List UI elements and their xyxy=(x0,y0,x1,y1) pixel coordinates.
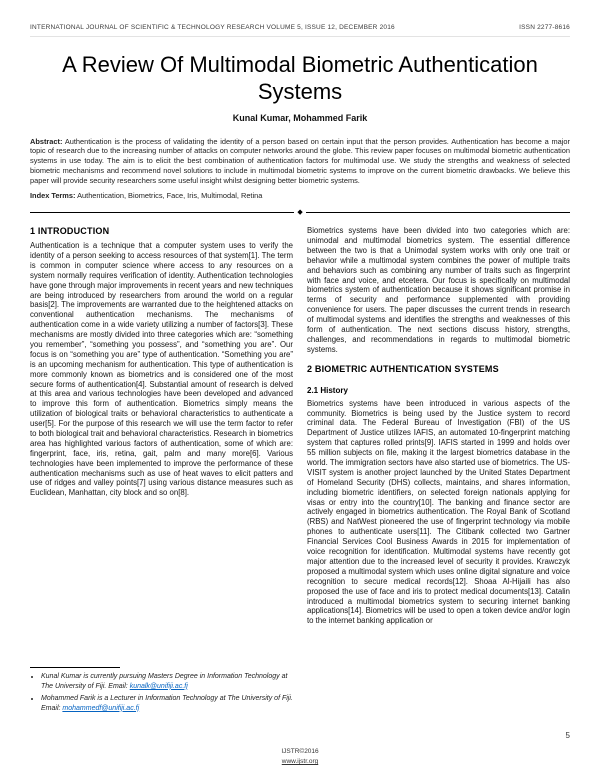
section-separator xyxy=(30,209,570,216)
separator-line-right xyxy=(306,212,570,213)
footnote-item xyxy=(41,694,293,713)
footnote-rule xyxy=(30,667,120,668)
footnote-item xyxy=(41,672,293,691)
page-header xyxy=(30,24,570,37)
overview-paragraph: Biometrics systems have been divided into two categories which are: unimodal and multimodal biometrics system. The essential difference between the two is that a Unimodal system works with only one trait or behavior while a multimodal system combines the power of multiple traits and behaviors such as combining any number of traits such as fingerprint with face and voice, and etcetera. Our focus is specifically on multimodal biometrics system of authentication because it shows significant promise in terms of security and performance supplemented with providing convenience for users. The paper discusses the current trends in research of multimodal systems and identifies the strengths and weaknesses of this form of authentication. The next sections discuss history, strengths, challenges, and recommendations in regards to multimodal biometric systems. xyxy=(307,226,570,354)
two-column-body xyxy=(30,226,570,716)
journal-name: INTERNATIONAL JOURNAL OF SCIENTIFIC & TECHNOLOGY RESEARCH VOLUME 5, ISSUE 12, DECEMBER 2016 xyxy=(30,24,395,31)
author-email-link[interactable]: mohammedf@unifiji.ac.fj xyxy=(62,704,140,712)
introduction-body: Authentication is a technique that a computer system uses to verify the identity of a person seeking to access resources of that system[1]. The term is common in computer science where access to any resources on a system normally requires verification of identity. Authentication technologies have gone through major improvements in recent years and new techniques are being introduced by researchers from around the world on a regular basis[2]. The improvements are warranted due to the heightened attacks on conventional authentication mechanisms. The mechanisms of authentication come in a wide variety utilizing a number of factors[3]. These mechanisms are mostly divided into three categories which are: “something you remember”, “something you possess”, and “something you are”. Our focus is on “something you are” type of authentication. “Something you are” is an upcoming mechanism for authentication. This type of authentication is more commonly known as biometrics and is considered one of the most secure forms of authentication[4]. Substantial amount of research is delved at this area and various technologies have been developed and advanced to improve this form of authentication. Biometrics simply means the utilization of biological traits or behavioral characteristics to authenticate a user[5]. For the purpose of this research we will use the term factor to refer to both biological trait and behavioral characteristics. Research in biometrics area has highlighted various factors of authentication, some of which are: fingerprint, face, iris, retina, gait, palm and many more[6]. Various technologies have been implemented to improve the performance of these authentication mechanisms such as use of heat waves to elicit patters and use of ridges and valley points[7] using various distance measures such as Euclidean, Manhattan, city block and so on[8]. xyxy=(30,241,293,498)
journal-imprint: IJSTR©2016 xyxy=(281,747,319,755)
left-column xyxy=(30,226,293,716)
footnote-block xyxy=(30,662,293,716)
author-footnotes xyxy=(30,672,293,713)
subsection-heading-history: 2.1 History xyxy=(307,385,348,395)
issn-number: ISSN 2277-8616 xyxy=(519,24,570,31)
right-column xyxy=(307,226,570,716)
author-names: Kunal Kumar, Mohammed Farik xyxy=(232,112,368,123)
section-heading-biometric-systems: 2 BIOMETRIC AUTHENTICATION SYSTEMS xyxy=(307,363,499,374)
paper-title: A Review Of Multimodal Biometric Authentication Systems xyxy=(62,52,538,104)
history-paragraph: Biometrics systems have been introduced in various aspects of the community. Biometrics is being used by the Justice system to record criminal data. The Federal Bureau of Investigation (FBI) of the US Department of Justice utilizes IAFIS, an automated 10-fingerprint matching system that captures rolled prints[9]. IAFIS started in 1999 and holds over 55 million subjects on file, making it the largest biometrics database in the world. The immigration sectors have also started use of biometrics. The US-VISIT system is another project launched by the United States Department of Homeland Security (DHS) collects, maintains, and shares information, including biometric identifiers, on selected foreign nationals applying for visas or entry into the country[10]. The banking and finance sector are actively engaged in biometrics authentication. The Royal Bank of Scotland (RBS) and NatWest pioneered the use of fingerprint technology via mobile phones to authenticate users[11]. The Citibank collected two Gartner Financial Services Cool Business Awards in 2015 for implementation of voice recognition for identification. Multimodal systems have recently got major attention due to the increased level of security it provides. Krawczyk proposed a multimodal system which uses online digital signature and voice recognition to secure medical records[12]. Shoaa Al-Hijaili has also proposed the use of face and iris to protect medical documents[13]. Catalin introduced a multimodal biometrics system to securing internet banking applications[14]. Biometrics will be used to open a token device and/or login to the internet banking application or xyxy=(307,398,570,626)
diamond-icon: ◆ xyxy=(297,209,303,217)
section-heading-introduction: 1 INTRODUCTION xyxy=(30,226,110,237)
abstract-text: Authentication is the process of validating the identity of a person based on certain input that the person provides. Authentication has become a major topic of research due to the increasing number of attacks on computer networks around the globe. This review paper focuses on multimodal biometric authentication systems in use today. The aim is to elicit the best combination of authentication factors for multimodal use. We study the strengths and weakness of selected biometric mechanisms and recommend novel solutions to include in multimodal biometric systems to improve on the current biometric drawbacks. We believe this paper will provide security researchers some useful insight whilst designing better biometric systems. xyxy=(30,136,570,185)
page-number: 5 xyxy=(565,731,570,740)
page-footer xyxy=(0,747,600,767)
abstract-paragraph xyxy=(30,137,570,186)
footnote-text: Kunal Kumar is currently pursuing Masters Degree in Information Technology at The University of Fiji. Email: xyxy=(41,673,288,690)
index-terms-label: Index Terms: xyxy=(30,191,76,201)
index-terms-text: Authentication, Biometrics, Face, Iris, Multimodal, Retina xyxy=(75,191,263,201)
footnote-text: Mohammed Farik is a Lecturer in Information Technology at The University of Fiji. Email: xyxy=(41,695,293,712)
author-email-link[interactable]: kunalk@unifiji.ac.fj xyxy=(129,682,188,690)
abstract-label: Abstract: xyxy=(30,136,63,146)
index-terms xyxy=(30,191,570,201)
separator-line-left xyxy=(30,212,294,213)
journal-website-link[interactable]: www.ijstr.org xyxy=(281,757,319,765)
